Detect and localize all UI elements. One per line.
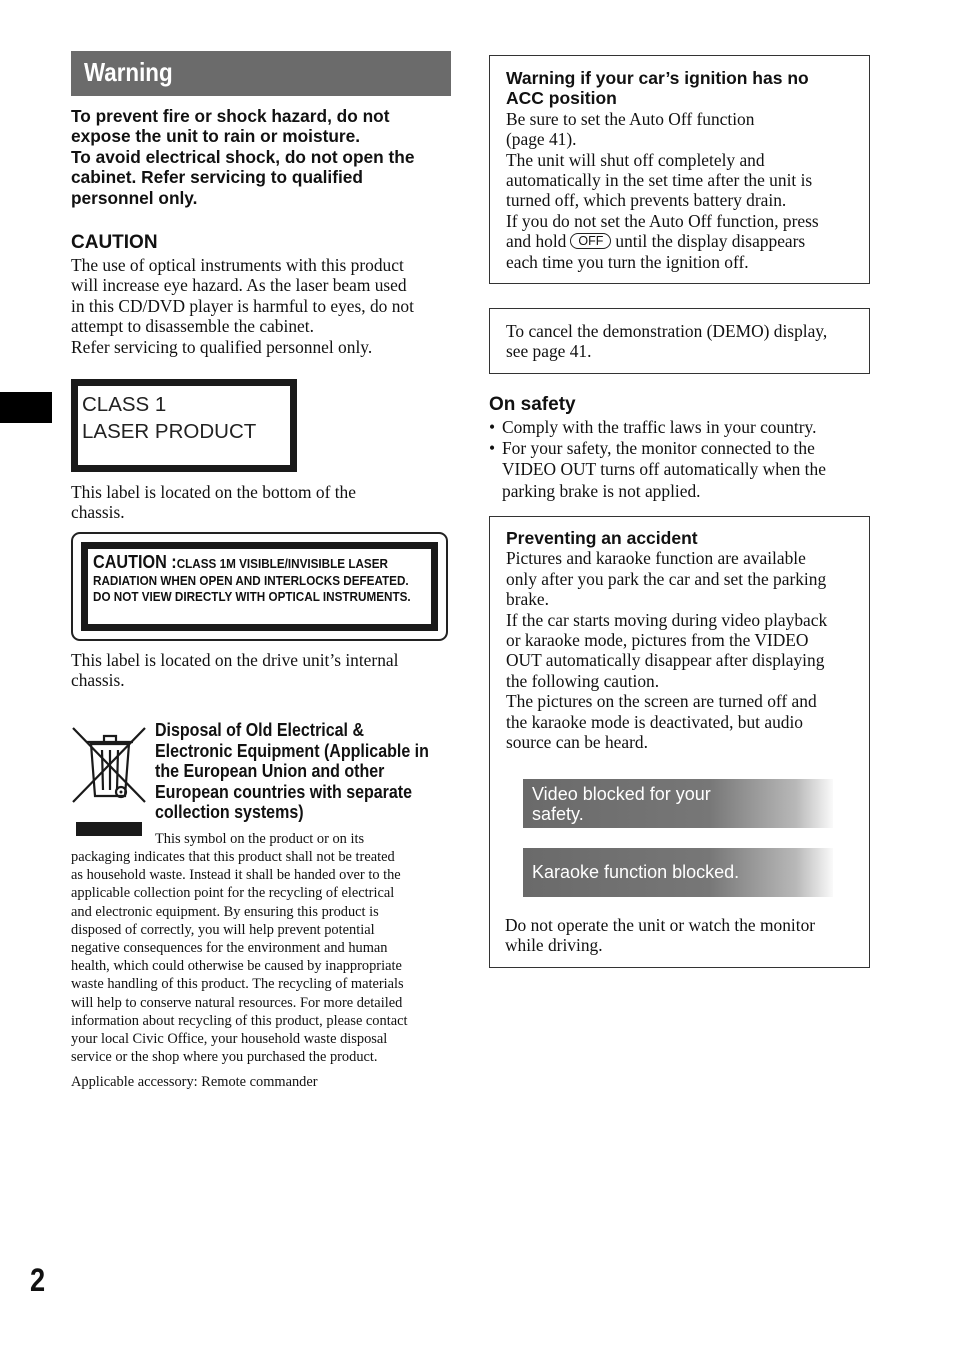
ignition-warning-box: [489, 55, 870, 284]
video-blocked-message: Video blocked for your safety.: [523, 779, 833, 828]
caution-text: The use of optical instruments with this product will increase eye hazard. As the laser beam used in this CD/DVD player is harmful to eyes, do not attempt to disassemble the cabinet. Refer servicing to qualified personnel only.: [71, 255, 414, 357]
disposal-first-line: This symbol on the product or on its: [155, 831, 365, 847]
warning-text: To prevent fire or shock hazard, do not expose the unit to rain or moisture. To avoid electrical shock, do not open the cabinet. Refer servicing to qualified personnel only.: [71, 106, 415, 208]
caution-heading: CAUTION: [71, 232, 158, 253]
laser-label-note: This label is located on the bottom of the chassis.: [71, 482, 356, 523]
section-tab-marker: [0, 392, 52, 423]
caution-label-note: This label is located on the drive unit’s internal chassis.: [71, 650, 399, 691]
disposal-body: packaging indicates that this product shall not be treated as household waste. Instead it shall be handed over to the applicable collection point for the recycling of electrical and electronic equipment. By ensuring this product is disposed of correctly, you will help prevent potential negative consequences for the environment and human health, which could otherwise be caused by inappropriate waste handling of this product. The recycling of materials will help to conserve natural resources. For more detailed information about recycling of this product, please contact your local Civic Office, your household waste disposal service or the shop where you purchased the product.: [71, 849, 408, 1066]
ignition-warning-text: Be sure to set the Auto Off function (page 41). The unit will shut off completely and automatically in the set time after the unit is turned off, which prevents battery drain. If you do not set the Auto Off function, press and hold OFF until the display disappears each time you turn the ignition off.: [506, 108, 819, 272]
driving-warning: Do not operate the unit or watch the monitor while driving.: [505, 915, 816, 956]
warning-header: [71, 51, 451, 96]
class1m-caution-label: CAUTION :CLASS 1M VISIBLE/INVISIBLE LASER RADIATION WHEN OPEN AND INTERLOCKS DEFEATED. DO NOT VIEW DIRECTLY WITH OPTICAL INSTRUMENTS.: [71, 532, 448, 641]
preventing-accident-text: Pictures and karaoke function are available only after you park the car and set the parking brake. If the car starts moving during video playback or karaoke mode, pictures from the VIDEO OUT automatically disappear after displaying the following caution. The pictures on the screen are turned off and the karaoke mode is deactivated, but audio source can be heard.: [506, 548, 828, 753]
safety-bullet-2: • For your safety, the monitor connected to the VIDEO OUT turns off automatically when the parking brake is not applied.: [489, 438, 826, 501]
demo-cancel-box: To cancel the demonstration (DEMO) display, see page 41.: [489, 308, 870, 374]
on-safety-heading: On safety: [489, 394, 576, 415]
applicable-accessory: Applicable accessory: Remote commander: [71, 1074, 318, 1090]
warning-title: Warning: [84, 57, 173, 87]
off-key-icon: OFF: [570, 233, 611, 249]
karaoke-blocked-message: Karaoke function blocked.: [523, 848, 833, 897]
safety-bullet-1: • Comply with the traffic laws in your country.: [489, 417, 817, 437]
class1-laser-label: CLASS 1 LASER PRODUCT: [71, 379, 297, 472]
ignition-warning-title: Warning if your car’s ignition has no ACC position: [506, 68, 809, 109]
preventing-accident-title: Preventing an accident: [506, 528, 698, 548]
page-number: 2: [30, 1262, 46, 1298]
disposal-title: Disposal of Old Electrical & Electronic Equipment (Applicable in the European Union and other European countries with separate collection systems): [155, 720, 429, 823]
crossed-bin-icon: [71, 726, 149, 836]
preventing-accident-box: [489, 516, 870, 968]
